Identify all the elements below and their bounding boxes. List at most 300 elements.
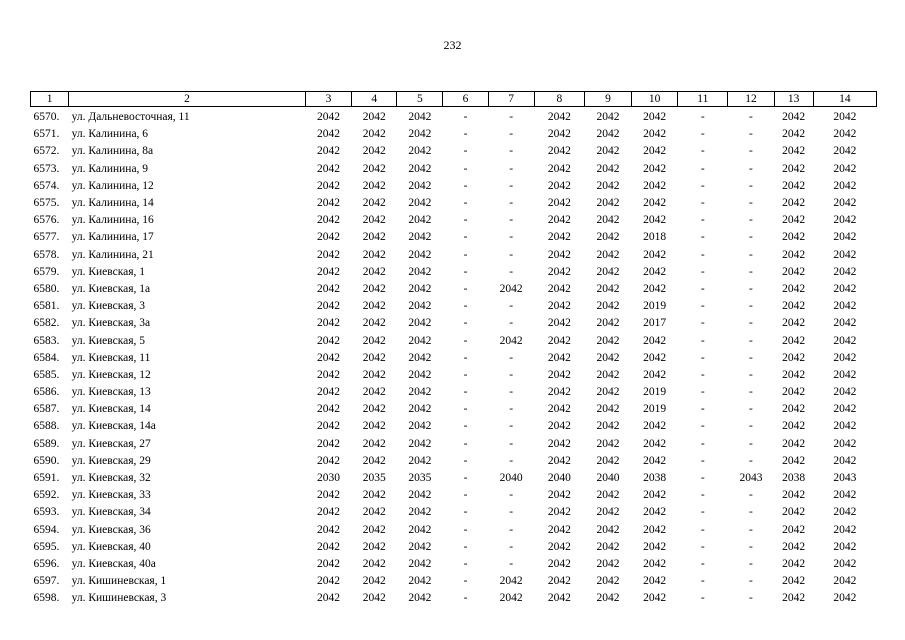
year-cell-col-6: - <box>463 523 468 536</box>
year-cell-col-13: 2042 <box>782 557 806 570</box>
year-cell-col-12: 2043 <box>739 472 763 485</box>
row-number: 6572. <box>33 145 60 158</box>
year-cell-col-13: 2042 <box>782 506 806 519</box>
year-cell-col-12: - <box>749 557 753 570</box>
column-header-10: 10 <box>632 92 678 107</box>
year-cell-col-4: 2042 <box>362 351 386 364</box>
address-cell: ул. Киевская, 5 <box>71 334 146 347</box>
address-cell: ул. Киевская, 3 <box>71 300 146 313</box>
year-cell-col-6: - <box>463 368 468 381</box>
year-cell-col-11: - <box>700 111 705 124</box>
year-cell-col-12: - <box>749 231 753 244</box>
address-cell: ул. Калинина, 16 <box>71 214 154 227</box>
year-cell-col-3: 2042 <box>317 420 341 433</box>
year-cell-col-14: 2042 <box>833 214 857 227</box>
year-cell-col-11: - <box>700 351 705 364</box>
year-cell-col-8: 2042 <box>547 386 571 399</box>
year-cell-col-6: - <box>463 351 468 364</box>
table-row <box>31 298 877 315</box>
year-cell-col-5: 2042 <box>408 557 432 570</box>
year-cell-col-8: 2042 <box>547 265 571 278</box>
year-cell-col-5: 2042 <box>408 368 432 381</box>
year-cell-col-13: 2042 <box>782 197 806 210</box>
year-cell-col-10: 2042 <box>643 489 667 502</box>
year-cell-col-7: - <box>509 351 514 364</box>
year-cell-col-6: - <box>463 386 468 399</box>
table-row <box>31 107 877 127</box>
table-row <box>31 418 877 435</box>
year-cell-col-3: 2042 <box>317 111 341 124</box>
row-number: 6592. <box>33 489 60 502</box>
year-cell-col-10: 2017 <box>643 317 667 330</box>
year-cell-col-11: - <box>700 592 705 605</box>
year-cell-col-12: - <box>749 265 753 278</box>
year-cell-col-7: - <box>509 197 514 210</box>
year-cell-col-12: - <box>749 111 753 124</box>
year-cell-col-12: - <box>749 454 753 467</box>
year-cell-col-14: 2042 <box>833 420 857 433</box>
year-cell-col-7: - <box>509 368 514 381</box>
address-cell: ул. Киевская, 3а <box>71 317 151 330</box>
row-number: 6570. <box>33 111 60 124</box>
address-cell: ул. Киевская, 1 <box>71 265 146 278</box>
column-header-1: 1 <box>31 92 69 107</box>
year-cell-col-5: 2042 <box>408 265 432 278</box>
address-cell: ул. Калинина, 12 <box>71 179 154 192</box>
address-cell: ул. Калинина, 17 <box>71 231 154 244</box>
row-number: 6578. <box>33 248 60 261</box>
year-cell-col-13: 2042 <box>782 248 806 261</box>
year-cell-col-12: - <box>749 351 753 364</box>
year-cell-col-13: 2038 <box>782 472 806 485</box>
table-row <box>31 161 877 178</box>
year-cell-col-14: 2042 <box>833 334 857 347</box>
year-cell-col-13: 2042 <box>782 437 806 450</box>
year-cell-col-7: - <box>509 179 514 192</box>
year-cell-col-13: 2042 <box>782 317 806 330</box>
year-cell-col-8: 2042 <box>547 592 571 605</box>
year-cell-col-5: 2042 <box>408 506 432 519</box>
year-cell-col-11: - <box>700 300 705 313</box>
year-cell-col-9: 2042 <box>596 437 620 450</box>
year-cell-col-10: 2042 <box>643 162 667 175</box>
row-number: 6595. <box>33 540 60 553</box>
year-cell-col-10: 2042 <box>643 179 667 192</box>
column-header-2: 2 <box>69 92 306 107</box>
year-cell-col-4: 2042 <box>362 248 386 261</box>
year-cell-col-7: - <box>509 454 514 467</box>
table-row <box>31 401 877 418</box>
year-cell-col-11: - <box>700 179 705 192</box>
year-cell-col-4: 2042 <box>362 300 386 313</box>
table-row <box>31 332 877 349</box>
year-cell-col-6: - <box>463 197 468 210</box>
table-row <box>31 178 877 195</box>
year-cell-col-14: 2042 <box>833 575 857 588</box>
year-cell-col-11: - <box>700 368 705 381</box>
year-cell-col-10: 2019 <box>643 403 667 416</box>
year-cell-col-12: - <box>749 420 753 433</box>
year-cell-col-13: 2042 <box>782 282 806 295</box>
year-cell-col-9: 2042 <box>596 231 620 244</box>
column-header-14: 14 <box>813 92 876 107</box>
year-cell-col-6: - <box>463 575 468 588</box>
year-cell-col-12: - <box>749 386 753 399</box>
year-cell-col-4: 2042 <box>362 317 386 330</box>
year-cell-col-13: 2042 <box>782 575 806 588</box>
year-cell-col-5: 2042 <box>408 386 432 399</box>
year-cell-col-14: 2042 <box>833 128 857 141</box>
year-cell-col-4: 2042 <box>362 575 386 588</box>
year-cell-col-14: 2042 <box>833 386 857 399</box>
year-cell-col-11: - <box>700 386 705 399</box>
year-cell-col-4: 2042 <box>362 282 386 295</box>
year-cell-col-13: 2042 <box>782 300 806 313</box>
year-cell-col-8: 2042 <box>547 437 571 450</box>
row-number: 6573. <box>33 162 60 175</box>
year-cell-col-8: 2042 <box>547 231 571 244</box>
address-cell: ул. Киевская, 14 <box>71 403 151 416</box>
year-cell-col-9: 2042 <box>596 403 620 416</box>
year-cell-col-11: - <box>700 231 705 244</box>
table-row <box>31 487 877 504</box>
row-number: 6596. <box>33 557 60 570</box>
year-cell-col-4: 2042 <box>362 592 386 605</box>
year-cell-col-6: - <box>463 489 468 502</box>
year-cell-col-4: 2042 <box>362 197 386 210</box>
table-row <box>31 350 877 367</box>
year-cell-col-9: 2042 <box>596 523 620 536</box>
year-cell-col-7: 2042 <box>499 282 523 295</box>
address-cell: ул. Кишиневская, 3 <box>71 592 167 605</box>
year-cell-col-7: - <box>509 557 514 570</box>
year-cell-col-8: 2042 <box>547 334 571 347</box>
year-cell-col-6: - <box>463 265 468 278</box>
table-row <box>31 195 877 212</box>
year-cell-col-5: 2042 <box>408 403 432 416</box>
column-header-3: 3 <box>305 92 351 107</box>
year-cell-col-3: 2042 <box>317 454 341 467</box>
table-row <box>31 436 877 453</box>
year-cell-col-12: - <box>749 197 753 210</box>
year-cell-col-5: 2042 <box>408 437 432 450</box>
table-row <box>31 281 877 298</box>
year-cell-col-11: - <box>700 282 705 295</box>
year-cell-col-7: - <box>509 231 514 244</box>
year-cell-col-9: 2042 <box>596 179 620 192</box>
year-cell-col-3: 2042 <box>317 231 341 244</box>
year-cell-col-8: 2042 <box>547 368 571 381</box>
year-cell-col-9: 2042 <box>596 111 620 124</box>
year-cell-col-14: 2042 <box>833 368 857 381</box>
year-cell-col-5: 2042 <box>408 162 432 175</box>
year-cell-col-6: - <box>463 145 468 158</box>
year-cell-col-9: 2042 <box>596 317 620 330</box>
year-cell-col-13: 2042 <box>782 214 806 227</box>
year-cell-col-8: 2042 <box>547 489 571 502</box>
year-cell-col-7: - <box>509 162 514 175</box>
row-number: 6588. <box>33 420 60 433</box>
year-cell-col-11: - <box>700 317 705 330</box>
year-cell-col-4: 2042 <box>362 145 386 158</box>
year-cell-col-6: - <box>463 128 468 141</box>
table-row <box>31 367 877 384</box>
year-cell-col-4: 2042 <box>362 557 386 570</box>
address-cell: ул. Калинина, 9 <box>71 162 149 175</box>
year-cell-col-10: 2042 <box>643 197 667 210</box>
address-cell: ул. Киевская, 1а <box>71 282 151 295</box>
year-cell-col-5: 2035 <box>408 472 432 485</box>
year-cell-col-13: 2042 <box>782 420 806 433</box>
year-cell-col-3: 2042 <box>317 489 341 502</box>
year-cell-col-6: - <box>463 162 468 175</box>
year-cell-col-3: 2042 <box>317 592 341 605</box>
row-number: 6597. <box>33 575 60 588</box>
year-cell-col-12: - <box>749 300 753 313</box>
year-cell-col-5: 2042 <box>408 575 432 588</box>
year-cell-col-11: - <box>700 197 705 210</box>
year-cell-col-9: 2042 <box>596 454 620 467</box>
year-cell-col-11: - <box>700 454 705 467</box>
year-cell-col-5: 2042 <box>408 197 432 210</box>
column-header-8: 8 <box>534 92 584 107</box>
year-cell-col-3: 2030 <box>317 472 341 485</box>
year-cell-col-10: 2042 <box>643 575 667 588</box>
year-cell-col-7: - <box>509 145 514 158</box>
year-cell-col-11: - <box>700 489 705 502</box>
year-cell-col-6: - <box>463 472 468 485</box>
table-row <box>31 453 877 470</box>
year-cell-col-7: - <box>509 317 514 330</box>
year-cell-col-10: 2042 <box>643 334 667 347</box>
address-cell: ул. Киевская, 29 <box>71 454 151 467</box>
year-cell-col-6: - <box>463 282 468 295</box>
year-cell-col-10: 2018 <box>643 231 667 244</box>
year-cell-col-14: 2042 <box>833 231 857 244</box>
year-cell-col-9: 2042 <box>596 282 620 295</box>
table-row <box>31 229 877 246</box>
address-cell: ул. Киевская, 11 <box>71 351 151 364</box>
year-cell-col-12: - <box>749 145 753 158</box>
column-header-6: 6 <box>443 92 488 107</box>
column-header-12: 12 <box>728 92 774 107</box>
year-cell-col-10: 2042 <box>643 145 667 158</box>
year-cell-col-9: 2042 <box>596 540 620 553</box>
year-cell-col-8: 2042 <box>547 111 571 124</box>
year-cell-col-7: - <box>509 489 514 502</box>
year-cell-col-7: 2042 <box>499 575 523 588</box>
year-cell-col-14: 2042 <box>833 592 857 605</box>
year-cell-col-11: - <box>700 437 705 450</box>
year-cell-col-11: - <box>700 128 705 141</box>
year-cell-col-12: - <box>749 540 753 553</box>
year-cell-col-4: 2042 <box>362 368 386 381</box>
year-cell-col-7: - <box>509 523 514 536</box>
row-number: 6576. <box>33 214 60 227</box>
year-cell-col-6: - <box>463 248 468 261</box>
table-row <box>31 590 877 607</box>
table-row <box>31 522 877 539</box>
year-cell-col-13: 2042 <box>782 386 806 399</box>
year-cell-col-13: 2042 <box>782 179 806 192</box>
row-number: 6575. <box>33 197 60 210</box>
column-header-7: 7 <box>488 92 534 107</box>
year-cell-col-14: 2042 <box>833 317 857 330</box>
year-cell-col-10: 2042 <box>643 557 667 570</box>
address-cell: ул. Калинина, 21 <box>71 248 154 261</box>
year-cell-col-8: 2042 <box>547 179 571 192</box>
row-number: 6583. <box>33 334 60 347</box>
row-number: 6598. <box>33 592 60 605</box>
column-header-13: 13 <box>774 92 813 107</box>
year-cell-col-10: 2042 <box>643 420 667 433</box>
year-cell-col-10: 2042 <box>643 368 667 381</box>
year-cell-col-13: 2042 <box>782 265 806 278</box>
row-number: 6594. <box>33 523 60 536</box>
table-row <box>31 212 877 229</box>
year-cell-col-4: 2042 <box>362 420 386 433</box>
year-cell-col-10: 2042 <box>643 111 667 124</box>
year-cell-col-11: - <box>700 575 705 588</box>
year-cell-col-6: - <box>463 557 468 570</box>
column-header-5: 5 <box>397 92 443 107</box>
year-cell-col-5: 2042 <box>408 214 432 227</box>
year-cell-col-12: - <box>749 523 753 536</box>
year-cell-col-5: 2042 <box>408 231 432 244</box>
year-cell-col-7: 2042 <box>499 334 523 347</box>
year-cell-col-14: 2042 <box>833 489 857 502</box>
year-cell-col-14: 2042 <box>833 437 857 450</box>
year-cell-col-13: 2042 <box>782 523 806 536</box>
year-cell-col-10: 2042 <box>643 592 667 605</box>
year-cell-col-4: 2042 <box>362 540 386 553</box>
address-cell: ул. Киевская, 40 <box>71 540 151 553</box>
year-cell-col-3: 2042 <box>317 575 341 588</box>
year-cell-col-11: - <box>700 557 705 570</box>
year-cell-col-11: - <box>700 334 705 347</box>
year-cell-col-14: 2042 <box>833 300 857 313</box>
year-cell-col-7: - <box>509 506 514 519</box>
year-cell-col-5: 2042 <box>408 111 432 124</box>
year-cell-col-4: 2042 <box>362 506 386 519</box>
year-cell-col-9: 2042 <box>596 368 620 381</box>
year-cell-col-7: 2042 <box>499 592 523 605</box>
year-cell-col-5: 2042 <box>408 489 432 502</box>
year-cell-col-9: 2042 <box>596 489 620 502</box>
year-cell-col-14: 2042 <box>833 111 857 124</box>
year-cell-col-14: 2042 <box>833 248 857 261</box>
year-cell-col-9: 2042 <box>596 300 620 313</box>
year-cell-col-4: 2042 <box>362 162 386 175</box>
year-cell-col-5: 2042 <box>408 540 432 553</box>
year-cell-col-12: - <box>749 128 753 141</box>
year-cell-col-13: 2042 <box>782 162 806 175</box>
year-cell-col-7: - <box>509 403 514 416</box>
year-cell-col-8: 2040 <box>547 472 571 485</box>
row-number: 6585. <box>33 368 60 381</box>
year-cell-col-5: 2042 <box>408 592 432 605</box>
year-cell-col-11: - <box>700 540 705 553</box>
year-cell-col-3: 2042 <box>317 197 341 210</box>
year-cell-col-14: 2042 <box>833 282 857 295</box>
year-cell-col-10: 2042 <box>643 282 667 295</box>
year-cell-col-4: 2042 <box>362 214 386 227</box>
year-cell-col-5: 2042 <box>408 145 432 158</box>
address-cell: ул. Киевская, 27 <box>71 437 151 450</box>
year-cell-col-9: 2042 <box>596 214 620 227</box>
row-number: 6581. <box>33 300 60 313</box>
year-cell-col-9: 2042 <box>596 557 620 570</box>
year-cell-col-4: 2042 <box>362 386 386 399</box>
year-cell-col-6: - <box>463 420 468 433</box>
year-cell-col-5: 2042 <box>408 420 432 433</box>
address-cell: ул. Кишиневская, 1 <box>71 575 167 588</box>
year-cell-col-6: - <box>463 334 468 347</box>
year-cell-col-7: 2040 <box>499 472 523 485</box>
year-cell-col-9: 2042 <box>596 145 620 158</box>
year-cell-col-3: 2042 <box>317 351 341 364</box>
header-row <box>31 92 877 107</box>
year-cell-col-7: - <box>509 540 514 553</box>
year-cell-col-4: 2042 <box>362 403 386 416</box>
year-cell-col-10: 2042 <box>643 506 667 519</box>
year-cell-col-10: 2019 <box>643 300 667 313</box>
year-cell-col-9: 2042 <box>596 197 620 210</box>
year-cell-col-6: - <box>463 111 468 124</box>
row-number: 6590. <box>33 454 60 467</box>
address-cell: ул. Калинина, 14 <box>71 197 154 210</box>
year-cell-col-6: - <box>463 437 468 450</box>
year-cell-col-4: 2042 <box>362 437 386 450</box>
year-cell-col-7: - <box>509 128 514 141</box>
year-cell-col-5: 2042 <box>408 179 432 192</box>
year-cell-col-4: 2042 <box>362 334 386 347</box>
year-cell-col-8: 2042 <box>547 523 571 536</box>
year-cell-col-14: 2042 <box>833 162 857 175</box>
year-cell-col-14: 2042 <box>833 179 857 192</box>
year-cell-col-6: - <box>463 231 468 244</box>
year-cell-col-12: - <box>749 575 753 588</box>
year-cell-col-8: 2042 <box>547 162 571 175</box>
year-cell-col-8: 2042 <box>547 317 571 330</box>
year-cell-col-11: - <box>700 248 705 261</box>
row-number: 6582. <box>33 317 60 330</box>
year-cell-col-11: - <box>700 523 705 536</box>
row-number: 6591. <box>33 472 60 485</box>
year-cell-col-8: 2042 <box>547 403 571 416</box>
year-cell-col-5: 2042 <box>408 523 432 536</box>
year-cell-col-5: 2042 <box>408 334 432 347</box>
year-cell-col-5: 2042 <box>408 248 432 261</box>
year-cell-col-3: 2042 <box>317 248 341 261</box>
year-cell-col-8: 2042 <box>547 128 571 141</box>
year-cell-col-13: 2042 <box>782 368 806 381</box>
year-cell-col-5: 2042 <box>408 317 432 330</box>
year-cell-col-3: 2042 <box>317 317 341 330</box>
year-cell-col-6: - <box>463 214 468 227</box>
year-cell-col-11: - <box>700 214 705 227</box>
year-cell-col-9: 2042 <box>596 420 620 433</box>
year-cell-col-3: 2042 <box>317 179 341 192</box>
year-cell-col-5: 2042 <box>408 282 432 295</box>
year-cell-col-7: - <box>509 300 514 313</box>
year-cell-col-8: 2042 <box>547 282 571 295</box>
year-cell-col-3: 2042 <box>317 145 341 158</box>
year-cell-col-14: 2042 <box>833 351 857 364</box>
year-cell-col-8: 2042 <box>547 420 571 433</box>
address-cell: ул. Киевская, 14а <box>71 420 156 433</box>
address-cell: ул. Калинина, 6 <box>71 128 149 141</box>
